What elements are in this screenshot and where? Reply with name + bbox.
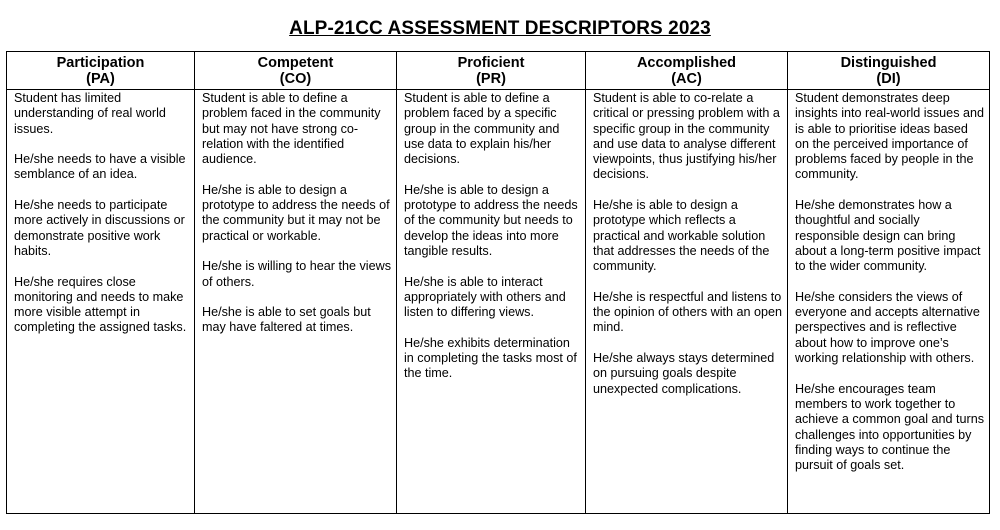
descriptor-paragraph: He/she considers the views of everyone and accepts alternative perspectives and is reflective about how to improve one’s working relationship with others.	[795, 289, 980, 366]
header-row	[7, 52, 990, 90]
page-title: ALP-21CC ASSESSMENT DESCRIPTORS 2023	[289, 18, 711, 39]
descriptor-table	[6, 51, 990, 514]
column-header-accomplished	[586, 52, 788, 90]
descriptor-paragraph: He/she needs to participate more actively in discussions or demonstrate positive work habits.	[14, 198, 185, 258]
descriptor-paragraph: He/she is able to design a prototype which reflects a practical and workable solution that addresses the needs of the community.	[593, 198, 770, 274]
descriptor-cell-accomplished	[586, 90, 788, 514]
column-abbreviation: (PR)	[476, 70, 506, 87]
column-abbreviation: (CO)	[279, 70, 312, 87]
descriptor-paragraph: He/she demonstrates how a thoughtful and socially responsible design can bring about a long-term positive impact to the wider community.	[795, 198, 981, 274]
descriptor-cell-distinguished	[788, 90, 990, 514]
descriptor-cell-proficient	[397, 90, 586, 514]
descriptor-paragraph: Student is able to define a problem faced by a specific group in the community and use data to explain his/her decisions.	[404, 91, 560, 167]
descriptor-row	[7, 90, 990, 514]
column-name: Accomplished	[636, 54, 737, 71]
column-header-competent	[195, 52, 397, 90]
descriptor-paragraph: Student is able to define a problem faced in the community but may not have strong co-relation with the identified audience.	[202, 91, 381, 167]
descriptor-paragraph: He/she is able to design a prototype to address the needs of the community but needs to develop the ideas into more tangible results.	[404, 182, 578, 258]
descriptor-paragraph: He/she is respectful and listens to the opinion of others with an open mind.	[593, 289, 783, 335]
column-header-participation	[7, 52, 195, 90]
descriptor-paragraph: Student is able to co-relate a critical or pressing problem with a specific group in the community and use data to analyse different viewpoints, thus justifying his/her decisions.	[593, 91, 780, 182]
descriptor-cell-competent	[195, 90, 397, 514]
column-name: Proficient	[457, 54, 525, 71]
descriptor-paragraph: He/she needs to have a visible semblance of an idea.	[14, 152, 186, 182]
column-header-distinguished	[788, 52, 990, 90]
descriptor-paragraph: Student demonstrates deep insights into real-world issues and is able to prioritise ideas based on the perceived importance of problems faced by people in the community.	[795, 91, 984, 182]
descriptor-paragraph: He/she is able to set goals but may have faltered at times.	[202, 305, 371, 335]
descriptor-paragraph: He/she exhibits determination in completing the tasks most of the time.	[404, 335, 577, 381]
column-abbreviation: (DI)	[876, 70, 901, 87]
column-header-proficient	[397, 52, 586, 90]
column-name: Participation	[56, 54, 145, 71]
column-abbreviation: (AC)	[671, 70, 702, 87]
column-abbreviation: (PA)	[86, 70, 115, 87]
column-name: Competent	[257, 54, 334, 71]
descriptor-paragraph: He/she requires close monitoring and needs to make more visible attempt in completing the assigned tasks.	[14, 274, 187, 335]
descriptor-paragraph: He/she is able to interact appropriately with others and listen to differing views.	[404, 274, 566, 320]
descriptor-cell-participation	[7, 90, 195, 514]
descriptor-paragraph: He/she always stays determined on pursuing goals despite unexpected complications.	[593, 351, 775, 396]
descriptor-paragraph: Student has limited understanding of real world issues.	[14, 91, 166, 136]
descriptor-paragraph: He/she is willing to hear the views of others.	[202, 259, 391, 289]
descriptor-paragraph: He/she encourages team members to work together to achieve a common goal and turns challenges into opportunities by finding ways to continue the pursuit of goals set.	[795, 381, 985, 473]
column-name: Distinguished	[840, 54, 937, 71]
descriptor-paragraph: He/she is able to design a prototype to address the needs of the community but it may not be practical or workable.	[202, 182, 390, 243]
